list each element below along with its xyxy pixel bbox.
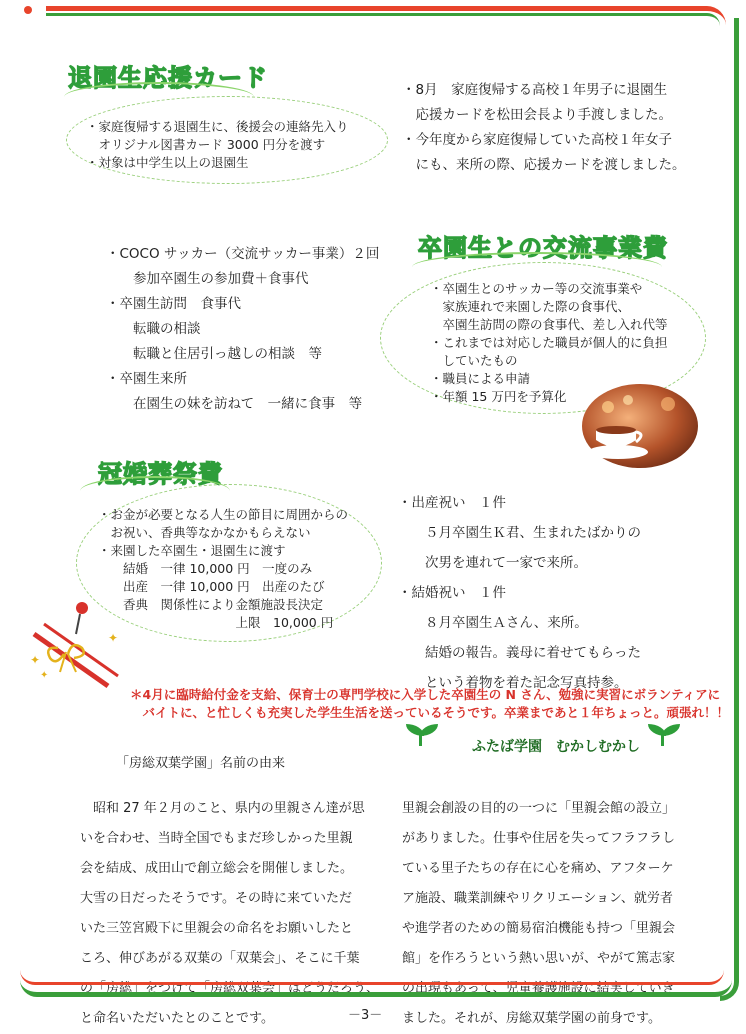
- history-left-line: と命名いただいたとのことです。: [80, 1011, 274, 1026]
- card-bullet: ・家庭復帰する退園生に、後援会の連絡先入り: [86, 119, 349, 134]
- highlight-note: [130, 686, 729, 722]
- history-banner: ふたば学園 むかしむかし: [472, 739, 640, 755]
- card-note: ・今年度から家庭復帰していた高校１年女子: [402, 132, 672, 148]
- exchange-note: 転職の相談: [106, 321, 201, 337]
- card-bullet: オリジナル図書カード 3000 円分を渡す: [86, 137, 326, 152]
- ceremony-bullet: 香典 関係性により金額施設長決定: [98, 597, 324, 612]
- svg-text:✦: ✦: [30, 653, 41, 667]
- history-right-line: ア施設、職業訓練やリクリエーション、就労者: [402, 891, 673, 906]
- card-note: ・8月 家庭復帰する高校１年男子に退園生: [402, 82, 668, 98]
- exchange-bullet: ・卒園生とのサッカー等の交流事業や: [430, 281, 643, 296]
- history-left-line: の「房総」をつけて「房総双葉会」はどうだろう、: [80, 981, 380, 996]
- history-right-line: がありました。仕事や住居を失ってフラフラし: [402, 831, 676, 846]
- exchange-section-title: 卒園生との交流事業費: [418, 234, 668, 262]
- exchange-note: ・卒園生訪問 食事代: [106, 296, 241, 312]
- ceremony-note: ８月卒園生Ａさん、来所。: [398, 615, 588, 631]
- exchange-note: 在園生の妹を訪ねて 一緒に食事 等: [106, 396, 363, 412]
- ceremony-note: ・結婚祝い １件: [398, 585, 506, 601]
- exchange-bullet: ・年額 15 万円を予算化: [430, 389, 567, 404]
- ceremony-note: という着物を着た記念写真持参。: [398, 675, 628, 691]
- history-right-line: ました。それが、房総双葉学園の前身です。: [402, 1011, 661, 1026]
- frame-top-green: [46, 13, 720, 26]
- history-left-line: 会を結成、成田山で創立総会を開催しました。: [80, 861, 354, 876]
- ceremony-bullets: [98, 506, 348, 632]
- sprout-icon-right: [648, 724, 678, 748]
- history-right-line: や進学者のための簡易宿泊機能も持つ「里親会: [402, 921, 676, 936]
- exchange-note: 参加卒園生の参加費＋食事代: [106, 271, 309, 287]
- history-right-line: 館」を作ろうという熱い思いが、やがて篤志家: [402, 951, 676, 966]
- gift-envelope-illustration: [22, 594, 132, 694]
- page-number: －3－: [348, 1008, 383, 1023]
- corner-dot: [24, 6, 32, 14]
- history-left-column: [80, 794, 379, 1034]
- ceremony-bullet: 出産 一律 10,000 円 出産のたび: [98, 579, 325, 594]
- frame-right: [720, 18, 739, 1001]
- ceremony-bullet: 上限 10,000 円: [98, 615, 334, 630]
- exchange-bullet: ・これまでは対応した職員が個人的に負担: [430, 335, 668, 350]
- svg-text:✦: ✦: [40, 670, 49, 681]
- highlight-line: ＊4月に臨時給付金を支給、保育士の専門学校に入学した卒園生の N さん、勉強に実習にボランティアに: [130, 687, 721, 702]
- card-bullet: ・対象は中学生以上の退園生: [86, 155, 249, 170]
- exchange-bullet: 家族連れで来園した際の食事代、: [430, 299, 631, 314]
- exchange-note: 転職と住居引っ越しの相談 等: [106, 346, 322, 362]
- tea-cup-picture: [578, 382, 700, 472]
- history-right-line: 里親会創設の目的の一つに「里親会館の設立」: [402, 801, 676, 816]
- highlight-line: バイトに、と忙しくも充実した学生生活を送っているそうです。卒業まであと１年ちょっと。頑張れ！！: [130, 705, 730, 720]
- ceremony-section-title: 冠婚葬祭費: [98, 460, 223, 488]
- card-bullets: [86, 118, 349, 172]
- svg-text:✦: ✦: [108, 631, 119, 645]
- frame-bottom-green: [20, 980, 732, 997]
- history-right-line: の出現もあって、児童養護施設に結実していき: [402, 981, 675, 996]
- history-left-line: 昭和 27 年２月のこと、県内の里親さん達が思: [80, 801, 365, 816]
- exchange-bullet: していたもの: [430, 353, 518, 368]
- history-right-column: [402, 794, 675, 1034]
- card-note: 応援カードを松田会長より手渡しました。: [402, 107, 672, 123]
- sprout-icon-left: [406, 724, 436, 748]
- exchange-notes: [106, 242, 379, 417]
- ceremony-bullet: ・来園した卒園生・退園生に渡す: [98, 543, 286, 558]
- exchange-note: ・COCO サッカー（交流サッカー事業）２回: [106, 246, 380, 262]
- history-left-line: ころ、伸びあがる双葉の「双葉会」、そこに千葉: [80, 951, 360, 966]
- history-left-line: いを合わせ、当時全国でもまだ珍しかった里親: [80, 831, 353, 846]
- ceremony-notes: [398, 488, 641, 698]
- card-note: にも、来所の際、応援カードを渡しました。: [402, 157, 686, 173]
- exchange-note: ・卒園生来所: [106, 371, 187, 387]
- card-notes: [402, 78, 686, 178]
- exchange-bullet: 卒園生訪問の際の食事代、差し入れ代等: [430, 317, 668, 332]
- history-left-line: いた三笠宮殿下に里親会の命名をお願いしたと: [80, 921, 354, 936]
- history-subtitle: 「房総双葉学園」名前の由来: [116, 756, 286, 771]
- ceremony-note: 次男を連れて一家で来所。: [398, 555, 587, 571]
- card-section-title: 退園生応援カード: [68, 64, 268, 92]
- ceremony-bullet: 結婚 一律 10,000 円 一度のみ: [98, 561, 313, 576]
- exchange-bullet: ・職員による申請: [430, 371, 531, 386]
- ceremony-bullet: お祝い、香典等なかなかもらえない: [98, 525, 311, 540]
- history-left-line: 大雪の日だったそうです。その時に来ていただ: [80, 891, 352, 906]
- ceremony-note: 結婚の報告。義母に着せてもらった: [398, 645, 641, 661]
- ceremony-note: ・出産祝い １件: [398, 495, 506, 511]
- ceremony-note: ５月卒園生Ｋ君、生まれたばかりの: [398, 525, 641, 541]
- ceremony-bullet: ・お金が必要となる人生の節目に周囲からの: [98, 507, 349, 522]
- history-right-line: ている里子たちの存在に心を痛め、アフターケ: [402, 861, 674, 876]
